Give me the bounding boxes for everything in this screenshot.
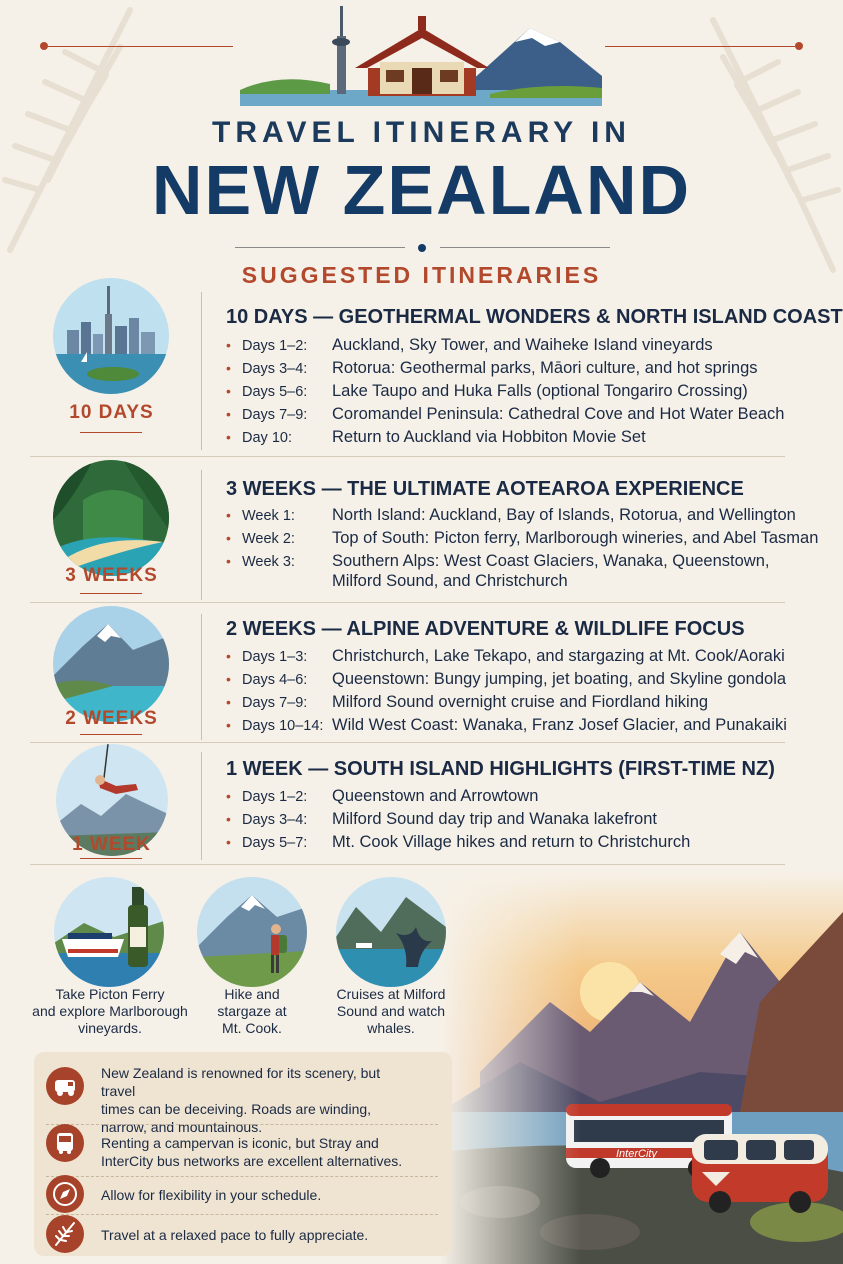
duration-badge: 3 WEEKS <box>65 565 158 586</box>
header-dot-right <box>795 42 803 50</box>
tip-text: Renting a campervan is iconic, but Stray and InterCity bus networks are excellent alternatives. <box>101 1135 403 1169</box>
badge-underline <box>80 432 142 433</box>
campervan-icon <box>46 1067 84 1105</box>
section-title: 1 WEEK — SOUTH ISLAND HIGHLIGHTS (FIRST-TIME NZ) <box>226 758 775 780</box>
list-item: • Days 1–3: Christchurch, Lake Tekapo, and stargazing at Mt. Cook/Aoraki <box>226 647 785 665</box>
section-divider <box>201 752 202 860</box>
tip-text: Travel at a relaxed pace to fully appreciate. <box>101 1227 369 1243</box>
tip-separator <box>46 1176 438 1178</box>
picton-ferry-image <box>54 877 164 987</box>
list-item: • Days 4–6: Queenstown: Bungy jumping, jet boating, and Skyline gondola <box>226 670 787 688</box>
list-item-continued: Milford Sound, and Christchurch <box>332 572 568 590</box>
header-rule-left <box>48 46 233 47</box>
list-item: • Days 1–2: Queenstown and Arrowtown <box>226 787 539 805</box>
list-item: • Days 3–4: Milford Sound day trip and Wanaka lakefront <box>226 810 657 828</box>
section-divider <box>201 614 202 740</box>
auckland-skyline-image <box>53 278 169 394</box>
section-divider <box>201 470 202 600</box>
rainforest-beach-image <box>53 460 169 576</box>
page-title: NEW ZEALAND <box>151 151 692 229</box>
scenic-landscape-illustration <box>440 872 843 1264</box>
list-item: • Week 2: Top of South: Picton ferry, Marlborough wineries, and Abel Tasman <box>226 529 819 547</box>
compass-icon <box>46 1175 84 1213</box>
subtitle-rule-left <box>235 247 405 248</box>
title-top: TRAVEL ITINERARY IN <box>212 116 631 149</box>
tip-text: Allow for flexibility in your schedule. <box>101 1187 322 1203</box>
fern-icon <box>46 1215 84 1253</box>
duration-badge: 2 WEEKS <box>65 708 158 729</box>
section-separator <box>30 742 785 743</box>
mt-cook-hiker-image <box>197 877 307 987</box>
header-illustration <box>240 2 602 106</box>
subtitle-dot <box>418 244 426 252</box>
highlight-caption: Take Picton Ferry and explore Marlborough vineyards. <box>32 986 188 1036</box>
list-item: • Week 3: Southern Alps: West Coast Glaciers, Wanaka, Queenstown, <box>226 552 770 570</box>
section-title: 2 WEEKS — ALPINE ADVENTURE & WILDLIFE FOCUS <box>226 618 745 640</box>
tip-separator <box>46 1124 438 1126</box>
section-separator <box>30 456 785 457</box>
list-item: • Days 5–7: Mt. Cook Village hikes and return to Christchurch <box>226 833 691 851</box>
subtitle-rule-right <box>440 247 610 248</box>
header-rule-right <box>605 46 795 47</box>
tip-separator <box>46 1214 438 1216</box>
list-item: • Days 10–14: Wild West Coast: Wanaka, Franz Josef Glacier, and Punakaiki <box>226 716 787 734</box>
section-separator <box>30 864 785 865</box>
subtitle: SUGGESTED ITINERARIES <box>241 262 602 288</box>
list-item: • Days 1–2: Auckland, Sky Tower, and Waiheke Island vineyards <box>226 336 713 354</box>
section-title: 3 WEEKS — THE ULTIMATE AOTEAROA EXPERIENCE <box>226 478 744 500</box>
list-item: • Days 5–6: Lake Taupo and Huka Falls (optional Tongariro Crossing) <box>226 382 748 400</box>
list-item: • Days 7–9: Coromandel Peninsula: Cathedral Cove and Hot Water Beach <box>226 405 785 423</box>
list-item: • Week 1: North Island: Auckland, Bay of Islands, Rotorua, and Wellington <box>226 506 796 524</box>
badge-underline <box>80 593 142 594</box>
duration-badge: 1 WEEK <box>72 834 151 855</box>
duration-badge: 10 DAYS <box>69 402 154 423</box>
section-separator <box>30 602 785 603</box>
highlight-caption: Cruises at Milford Sound and watch whales. <box>336 986 446 1036</box>
bus-icon <box>46 1124 84 1162</box>
section-divider <box>201 292 202 450</box>
list-item: • Day 10: Return to Auckland via Hobbiton Movie Set <box>226 428 646 446</box>
badge-underline <box>80 734 142 735</box>
alpine-lake-image <box>53 606 169 722</box>
section-title: 10 DAYS — GEOTHERMAL WONDERS & NORTH ISLAND COAST <box>226 306 843 328</box>
tip-text: New Zealand is renowned for its scenery, but travel times can be deceiving. Roads are winding, narrow, and mountainous. <box>101 1065 381 1135</box>
list-item: • Days 3–4: Rotorua: Geothermal parks, Māori culture, and hot springs <box>226 359 758 377</box>
highlight-caption: Hike and stargaze at Mt. Cook. <box>217 986 287 1036</box>
header-dot-left <box>40 42 48 50</box>
milford-whale-image <box>336 877 446 987</box>
list-item: • Days 7–9: Milford Sound overnight cruise and Fiordland hiking <box>226 693 709 711</box>
badge-underline <box>80 858 142 859</box>
